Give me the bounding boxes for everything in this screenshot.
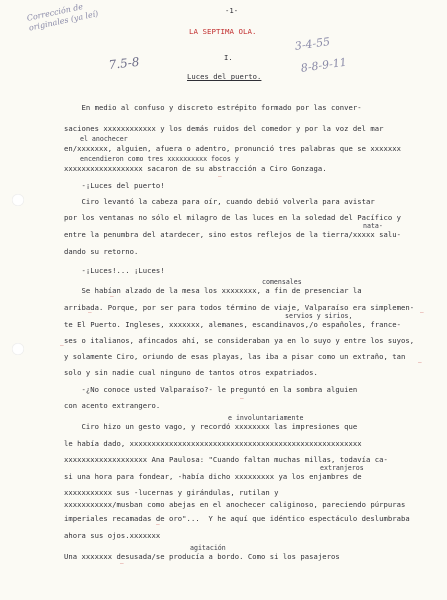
text-line: ses o italianos, afincados ahí, se consideraban ya en lo suyo y entre los suyos, (64, 336, 415, 345)
text-line: entre la penumbra del atardecer, sino estos reflejos de la tierra/xxxxx salu- (64, 230, 402, 239)
correction-mark: ‾ (156, 524, 160, 531)
margin-code-1: 3-4-55 (294, 35, 331, 53)
correction-mark: ‾ (88, 312, 92, 319)
insertion: servios y sirios, (285, 312, 353, 320)
text-line: Se habían alzado de la mesa los xxxxxxxx, a fin de presenciar la (64, 286, 362, 295)
text-line: Ciro levantó la cabeza para oír, cuando debió volverla para avistar (64, 197, 375, 206)
insertion: nata- (363, 222, 383, 230)
correction-mark: ‾ (60, 345, 64, 352)
punch-hole (12, 343, 24, 355)
text-line: xxxxxxxxxxxxxxxxxxx Ana Paulosa: "Cuando faltan muchas millas, todavía ca- (64, 455, 388, 464)
insertion: agitación (190, 544, 226, 552)
correction-mark: ‾ (218, 176, 222, 183)
chapter-title: Luces del puerto. (187, 72, 262, 81)
text-line: -¿No conoce usted Valparaíso?- le preguntó en la sombra alguien (64, 385, 358, 394)
margin-handwritten-note: Corrección de originales (ya leí) (26, 2, 100, 33)
text-line: xxxxxxxxxxxxxxxxxx sacaron de su abstracción a Ciro Gonzaga. (64, 164, 327, 173)
text-line: En medio al confuso y discreto estrépito formado por las conver- (64, 103, 362, 112)
text-line: solo y sin nadie cual ninguno de tantos otros expatriados. (64, 368, 318, 377)
text-line: por los ventanas no sólo el milagro de las luces en la soledad del Pacífico y (64, 213, 402, 222)
insertion: encendieron como tres xxxxxxxxxx focos y (80, 155, 239, 163)
text-line: te El Puerto. Ingleses, xxxxxxx, alemanes, escandinavos,/o españoles, france- (64, 320, 402, 329)
text-line: saciones xxxxxxxxxxxx y los demás ruidos del comedor y por la voz del mar (64, 124, 384, 133)
insertion: extranjeros (320, 464, 364, 472)
text-line: arribada. Porque, por ser para todos término de viaje, Valparaíso era simplemen- (64, 303, 415, 312)
insertion: el anochecer (80, 135, 128, 143)
text-line: -¡Luces!... ¡Luces! (64, 266, 165, 275)
chapter-number: I. (224, 53, 233, 62)
correction-mark: ‾ (420, 312, 424, 319)
correction-mark: ‾ (240, 398, 244, 405)
margin-code-3: 7.5-8 (108, 54, 141, 72)
text-line: Ciro hizo un gesto vago, y recordó xxxxxxxx las impresiones que (64, 422, 358, 431)
text-line: xxxxxxxxxxx/musban como abejas en el anochecer caliginoso, pareciendo púrpuras (64, 500, 406, 509)
punch-hole (12, 194, 24, 206)
correction-mark: ‾ (418, 362, 422, 369)
correction-mark: ‾ (110, 296, 114, 303)
margin-code-2: 8-8-9-11 (300, 55, 348, 75)
text-line: imperiales recamadas de oro"... Y he aquí que idéntico espectáculo deslumbraba (64, 514, 410, 523)
text-line: si una hora para fondear, -había dicho xxxxxxxxx ya los enjambres de (64, 472, 362, 481)
text-line: ahora sus ojos.xxxxxxx (64, 531, 161, 540)
text-line: le había dado, xxxxxxxxxxxxxxxxxxxxxxxxxxxxxxxxxxxxxxxxxxxxxxxxxxxxx (64, 439, 362, 448)
text-line: con acento extrangero. (64, 401, 161, 410)
text-line: xxxxxxxxxxx sus -lucernas y girándulas, rutilan y (64, 488, 279, 497)
text-line: y solamente Ciro, oriundo de esas playas, las iba a pisar como un extraño, tan (64, 352, 406, 361)
text-line: dando su retorno. (64, 247, 139, 256)
correction-mark: ‾ (120, 563, 124, 570)
header-title: LA SEPTIMA OLA. (189, 27, 257, 36)
text-line: en/xxxxxxx, alguien, afuera o adentro, pronunció tres palabras que se xxxxxxx (64, 144, 402, 153)
text-line: Una xxxxxxx desusada/se producía a bordo. Como si los pasajeros (64, 552, 340, 561)
page-number: -1- (225, 6, 239, 15)
insertion: comensales (262, 278, 302, 286)
text-line: -¡Luces del puerto! (64, 181, 165, 190)
insertion: e involuntariamente (228, 414, 304, 422)
